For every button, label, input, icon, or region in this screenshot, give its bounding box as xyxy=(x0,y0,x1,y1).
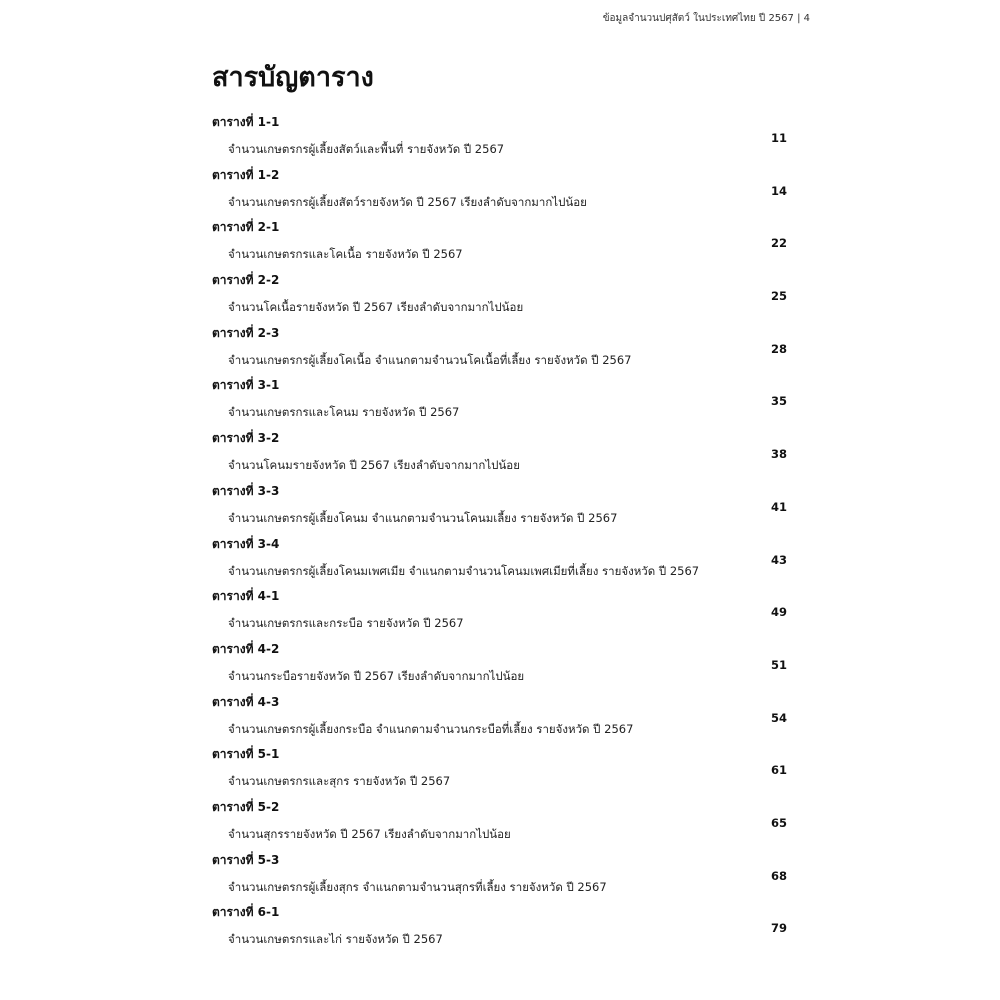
toc-entry-page-number: 41 xyxy=(770,499,787,514)
toc-entry[interactable] xyxy=(212,111,792,164)
toc-entry-page-number: 38 xyxy=(770,447,787,462)
toc-entry-label: ตารางที่ 5-2 xyxy=(212,799,280,814)
toc-entry-label: ตารางที่ 6-1 xyxy=(212,905,280,920)
toc-entry[interactable] xyxy=(212,533,792,586)
toc-entry-label: ตารางที่ 1-2 xyxy=(212,167,280,182)
toc-entry-label: ตารางที่ 5-3 xyxy=(212,852,280,867)
toc-entry-label: ตารางที่ 4-3 xyxy=(212,694,280,709)
toc-entry-page-number: 14 xyxy=(770,183,787,198)
toc-entry-page-number: 65 xyxy=(770,815,787,830)
toc-entry-label: ตารางที่ 3-2 xyxy=(212,431,280,446)
toc-entry-description: จำนวนเกษตรกรและกระบือ รายจังหวัด ปี 2567 xyxy=(228,616,464,631)
toc-entry[interactable] xyxy=(212,849,792,902)
toc-entry-description: จำนวนเกษตรกรผู้เลี้ยงโคเนื้อ จำแนกตามจำนวนโคเนื้อที่เลี้ยง รายจังหวัด ปี 2567 xyxy=(228,352,632,367)
toc-entry-page-number: 43 xyxy=(770,552,787,567)
toc-entry-description: จำนวนเกษตรกรและโคเนื้อ รายจังหวัด ปี 2567 xyxy=(228,247,463,262)
toc-entry-description: จำนวนโคนมรายจังหวัด ปี 2567 เรียงลำดับจากมากไปน้อย xyxy=(228,458,520,473)
toc-entry-label: ตารางที่ 2-2 xyxy=(212,273,280,288)
toc-entry[interactable] xyxy=(212,374,792,427)
toc-entry-label: ตารางที่ 5-1 xyxy=(212,747,280,762)
toc-entry[interactable] xyxy=(212,480,792,533)
toc-entry[interactable] xyxy=(212,691,792,744)
table-of-tables xyxy=(212,111,792,954)
toc-entry-page-number: 79 xyxy=(770,921,787,936)
toc-entry-page-number: 61 xyxy=(770,763,787,778)
toc-entry-page-number: 11 xyxy=(770,131,787,145)
toc-entry-page-number: 51 xyxy=(770,657,787,672)
toc-entry-page-number: 54 xyxy=(770,710,787,725)
toc-entry-description: จำนวนเกษตรกรผู้เลี้ยงกระบือ จำแนกตามจำนวนกระบือที่เลี้ยง รายจังหวัด ปี 2567 xyxy=(228,721,634,736)
toc-entry-label: ตารางที่ 2-3 xyxy=(212,325,280,340)
toc-entry-page-number: 22 xyxy=(770,236,787,251)
toc-entry-label: ตารางที่ 3-3 xyxy=(212,483,280,498)
toc-entry-description: จำนวนเกษตรกรและโคนม รายจังหวัด ปี 2567 xyxy=(228,405,460,420)
toc-entry[interactable] xyxy=(212,796,792,849)
toc-entry-page-number: 28 xyxy=(770,341,787,356)
toc-entry[interactable] xyxy=(212,638,792,691)
toc-entry[interactable] xyxy=(212,585,792,638)
toc-entry-description: จำนวนเกษตรกรและไก่ รายจังหวัด ปี 2567 xyxy=(228,932,443,947)
toc-entry-label: ตารางที่ 2-1 xyxy=(212,220,280,235)
toc-entry-description: จำนวนกระบือรายจังหวัด ปี 2567 เรียงลำดับจากมากไปน้อย xyxy=(228,668,525,683)
toc-entry-description: จำนวนเกษตรกรผู้เลี้ยงสัตว์และพื้นที่ รายจังหวัด ปี 2567 xyxy=(228,142,505,156)
toc-entry-label: ตารางที่ 1-1 xyxy=(212,115,280,129)
toc-entry-description: จำนวนโคเนื้อรายจังหวัด ปี 2567 เรียงลำดับจากมากไปน้อย xyxy=(228,300,524,315)
toc-entry-description: จำนวนเกษตรกรผู้เลี้ยงสัตว์รายจังหวัด ปี 2567 เรียงลำดับจากมากไปน้อย xyxy=(228,194,587,209)
toc-entry-page-number: 49 xyxy=(770,605,787,620)
toc-entry-label: ตารางที่ 3-1 xyxy=(212,378,280,393)
toc-entry-description: จำนวนเกษตรกรผู้เลี้ยงสุกร จำแนกตามจำนวนสุกรที่เลี้ยง รายจังหวัด ปี 2567 xyxy=(228,879,607,894)
running-header: ข้อมูลจำนวนปศุสัตว์ ในประเทศไทย ปี 2567 | 4 xyxy=(602,13,810,24)
toc-entry-label: ตารางที่ 4-2 xyxy=(212,641,280,656)
toc-entry-label: ตารางที่ 3-4 xyxy=(212,536,280,551)
toc-entry[interactable] xyxy=(212,427,792,480)
toc-entry[interactable] xyxy=(212,164,792,217)
toc-entry-page-number: 35 xyxy=(770,394,787,409)
toc-entry-description: จำนวนสุกรรายจังหวัด ปี 2567 เรียงลำดับจากมากไปน้อย xyxy=(228,826,511,841)
toc-entry-description: จำนวนเกษตรกรผู้เลี้ยงโคนม จำแนกตามจำนวนโคนมเลี้ยง รายจังหวัด ปี 2567 xyxy=(228,510,618,525)
toc-entry-page-number: 25 xyxy=(770,289,787,304)
toc-entry-description: จำนวนเกษตรกรและสุกร รายจังหวัด ปี 2567 xyxy=(228,774,451,789)
toc-entry[interactable] xyxy=(212,216,792,269)
toc-entry[interactable] xyxy=(212,743,792,796)
toc-entry-description: จำนวนเกษตรกรผู้เลี้ยงโคนมเพศเมีย จำแนกตามจำนวนโคนมเพศเมียที่เลี้ยง รายจังหวัด ปี 2567 xyxy=(228,563,700,578)
toc-entry[interactable] xyxy=(212,269,792,322)
toc-entry-page-number: 68 xyxy=(770,868,787,883)
toc-entry-label: ตารางที่ 4-1 xyxy=(212,589,280,604)
toc-entry[interactable] xyxy=(212,322,792,375)
page-title: สารบัญตาราง xyxy=(212,62,374,93)
toc-entry[interactable] xyxy=(212,901,792,954)
